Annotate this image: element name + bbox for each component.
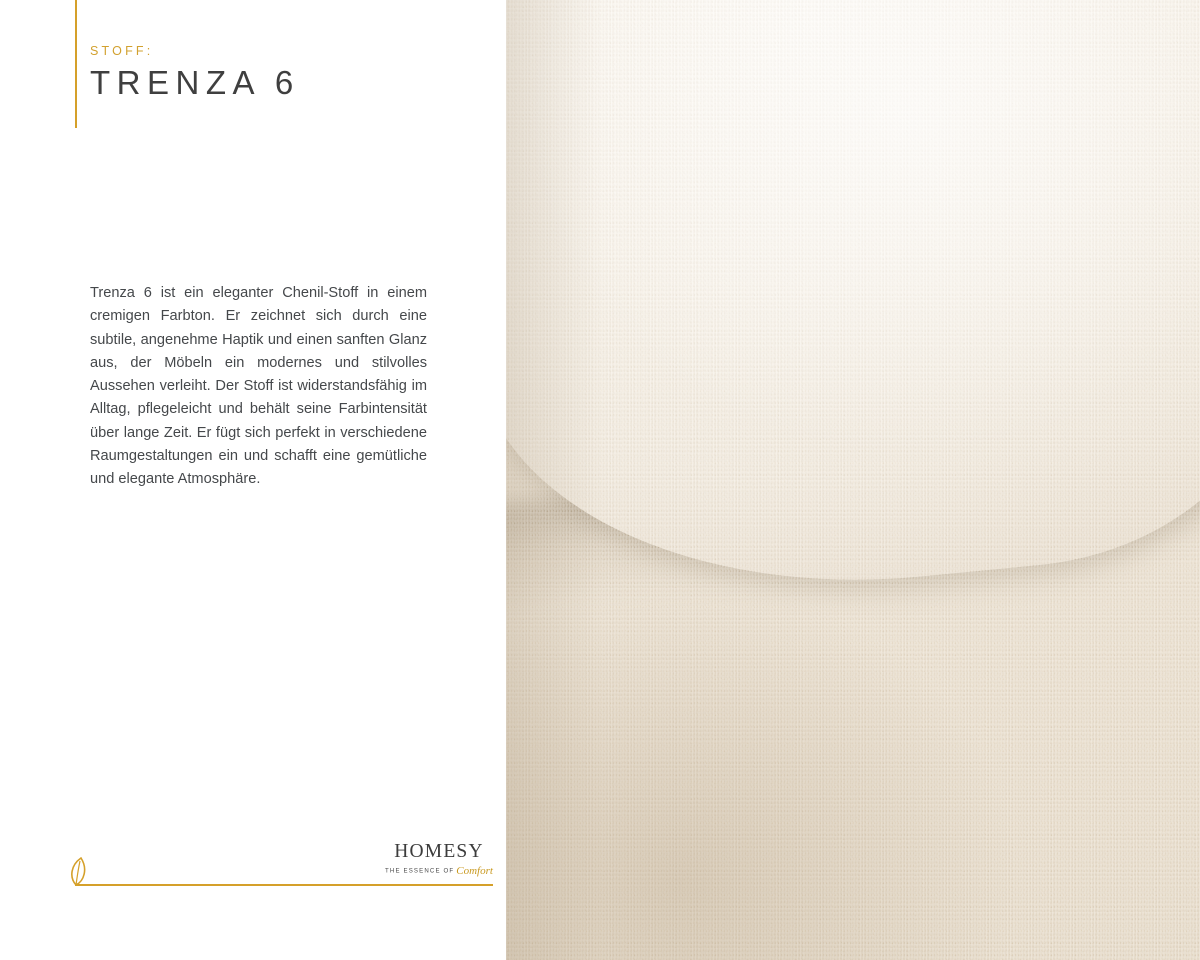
footer-accent-rule — [75, 884, 493, 886]
eyebrow-label: STOFF: — [90, 44, 154, 58]
page-title: TRENZA 6 — [90, 64, 300, 101]
leaf-icon — [68, 857, 94, 887]
title-block — [90, 44, 470, 101]
fabric-swatch-photo — [506, 0, 1200, 960]
title-accent-rule — [75, 0, 77, 128]
fabric-lighting-overlay — [506, 0, 1200, 960]
logo-tagline-script: Comfort — [456, 864, 493, 877]
logo-tagline — [383, 864, 495, 880]
logo-tagline-prefix: THE ESSENCE OF — [385, 867, 455, 875]
logo-wordmark: HOMESY — [394, 841, 484, 862]
logo-block — [383, 842, 495, 880]
description-text: Trenza 6 ist ein eleganter Chenil-Stoff in einem cremigen Farbton. Er zeichnet sich durch eine subtile, angenehme Haptik und einen sanften Glanz aus, der Möbeln ein modernes und stilvolles Aussehen verleiht. Der Stoff ist widerstandsfähig im Alltag, pflegeleicht und behält seine Farbintensität über lange Zeit. Er fügt sich perfekt in verschiedene Raumgestaltungen ein und schafft eine gemütliche und elegante Atmosphäre. — [90, 285, 427, 488]
left-content-panel — [0, 0, 506, 960]
